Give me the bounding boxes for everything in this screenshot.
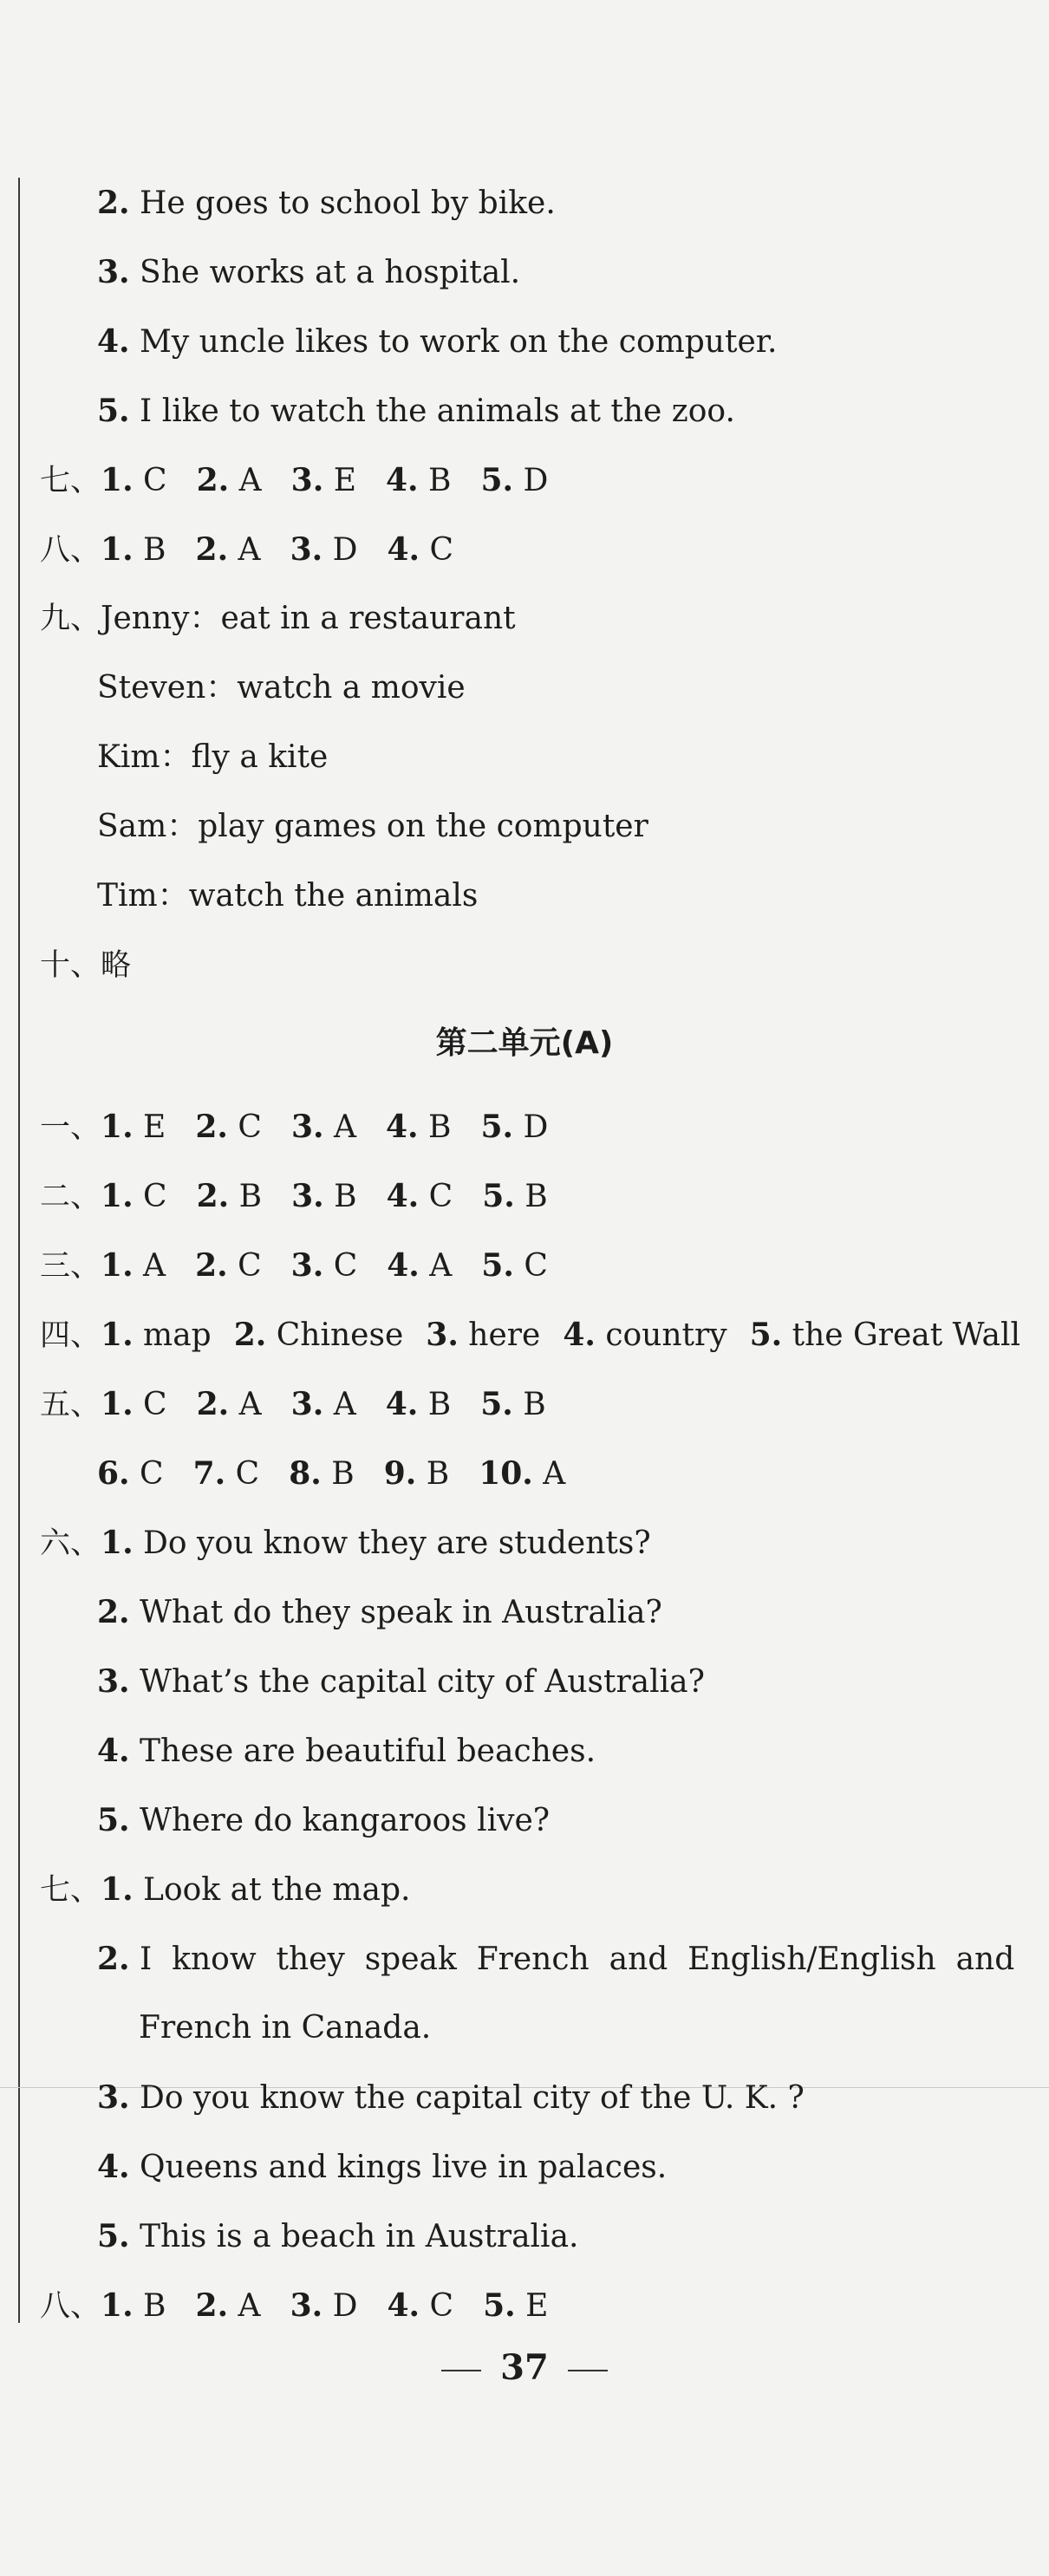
u2-sec7-line-3: 3. Do you know the capital city of the U. K. ? bbox=[97, 2079, 805, 2116]
u2-sec6-line-2: 2. What do they speak in Australia? bbox=[97, 1594, 662, 1630]
u2-sec7-line-2-cont: French in Canada. bbox=[139, 2010, 432, 2046]
u2-sec2-answers: 二、1. C 2. B 3. B 4. C 5. B bbox=[40, 1178, 548, 1214]
unit-heading: 第二单元(A) bbox=[435, 1025, 614, 1061]
prev-sec8-answers: 八、1. B 2. A 3. D 4. C bbox=[40, 531, 454, 568]
u2-sec7-line-1: 七、1. Look at the map. bbox=[40, 1871, 411, 1908]
dash-right bbox=[568, 2370, 608, 2371]
prev-sec9-line-2: Steven：watch a movie bbox=[97, 670, 466, 706]
u2-sec6-line-1: 六、1. Do you know they are students? bbox=[40, 1525, 651, 1561]
u2-sec7-line-5: 5. This is a beach in Australia. bbox=[97, 2218, 579, 2254]
prev-sec6-line-4: 4. My uncle likes to work on the computer. bbox=[97, 323, 778, 360]
u2-sec6-line-3: 3. What’s the capital city of Australia? bbox=[97, 1663, 705, 1700]
prev-sec9-line-4: Sam：play games on the computer bbox=[97, 809, 648, 844]
u2-sec7-line-4: 4. Queens and kings live in palaces. bbox=[97, 2149, 668, 2185]
u2-sec8-answers: 八、1. B 2. A 3. D 4. C 5. E bbox=[40, 2287, 549, 2324]
dash-left bbox=[441, 2370, 481, 2371]
page-number bbox=[0, 2345, 1049, 2391]
u2-sec5-answers-row1: 五、1. C 2. A 3. A 4. B 5. B bbox=[40, 1386, 546, 1422]
page-number-text: 37 bbox=[500, 2347, 549, 2388]
u2-sec3-answers: 三、1. A 2. C 3. C 4. A 5. C bbox=[40, 1247, 548, 1284]
prev-sec9-line-5: Tim：watch the animals bbox=[97, 878, 479, 914]
prev-sec7-answers: 七、1. C 2. A 3. E 4. B 5. D bbox=[40, 462, 549, 498]
u2-sec4-answers: 四、1. map 2. Chinese 3. here 4. country 5. the Great Wall bbox=[40, 1317, 1021, 1353]
prev-sec9-line-1: 九、Jenny：eat in a restaurant bbox=[40, 601, 516, 636]
u2-sec5-answers-row2: 6. C 7. C 8. B 9. B 10. A bbox=[97, 1455, 566, 1492]
prev-sec6-line-3: 3. She works at a hospital. bbox=[97, 254, 521, 290]
u2-sec7-line-2: 2. I know they speak French and English/English and bbox=[97, 1941, 1015, 1977]
u2-sec6-line-4: 4. These are beautiful beaches. bbox=[97, 1733, 596, 1769]
prev-sec6-line-2: 2. He goes to school by bike. bbox=[97, 185, 556, 221]
prev-sec6-line-5: 5. I like to watch the animals at the zoo. bbox=[97, 393, 735, 429]
left-margin-rule bbox=[18, 178, 20, 2323]
prev-sec9-line-3: Kim：fly a kite bbox=[97, 739, 329, 775]
u2-sec1-answers: 一、1. E 2. C 3. A 4. B 5. D bbox=[40, 1109, 549, 1145]
u2-sec6-line-5: 5. Where do kangaroos live? bbox=[97, 1802, 551, 1838]
prev-sec10: 十、略 bbox=[40, 948, 132, 983]
